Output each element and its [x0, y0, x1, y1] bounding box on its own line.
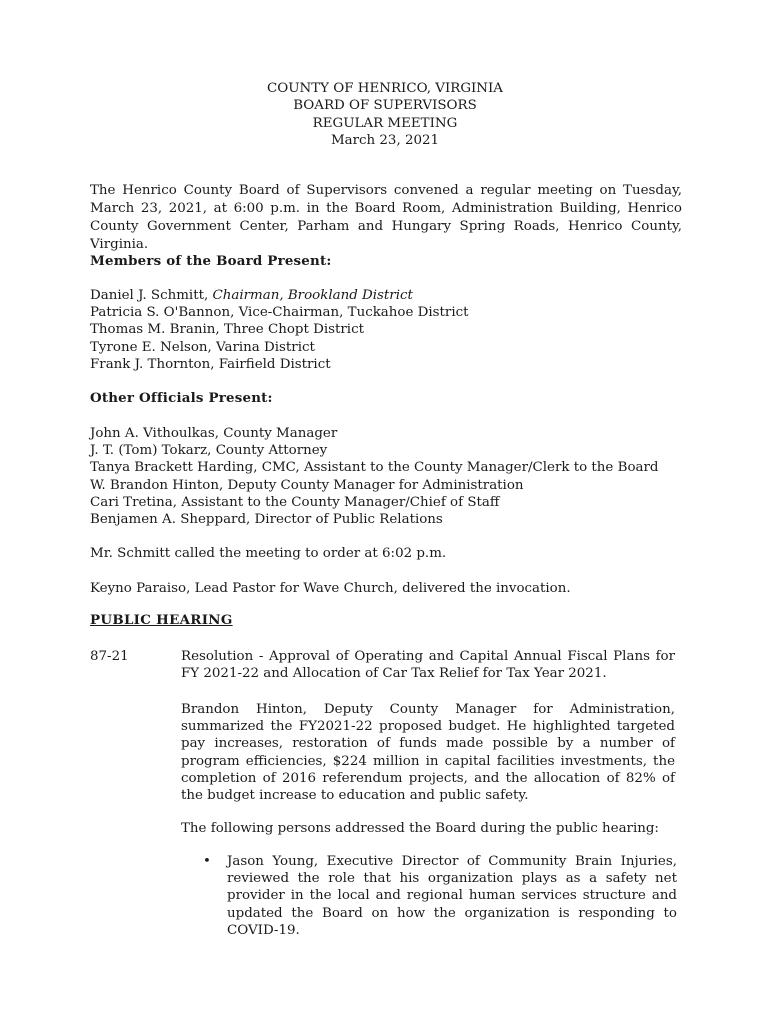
- invocation: Keyno Paraiso, Lead Pastor for Wave Church, delivered the invocation.: [90, 581, 571, 596]
- officials-list: [90, 425, 690, 528]
- member-item: Frank J. Thornton, Fairfield District: [90, 356, 331, 372]
- official-item: Tanya Brackett Harding, CMC, Assistant to the County Manager/Clerk to the Board: [90, 460, 659, 476]
- official-item: John A. Vithoulkas, County Manager: [90, 426, 338, 441]
- speakers-intro: The following persons addressed the Board during the public hearing:: [181, 821, 659, 836]
- header-date: March 23, 2021: [330, 133, 440, 149]
- call-to-order: Mr. Schmitt called the meeting to order at 6:02 p.m.: [90, 546, 447, 561]
- officials-heading: Other Officials Present:: [90, 390, 273, 406]
- header-board: BOARD OF SUPERVISORS: [293, 98, 477, 114]
- member-role: Chairman, Brookland District: [212, 288, 413, 303]
- members-heading: Members of the Board Present:: [90, 253, 332, 269]
- members-list: [90, 287, 690, 373]
- member-item: Patricia S. O'Bannon, Vice-Chairman, Tuckahoe District: [90, 305, 469, 321]
- header-county: COUNTY OF HENRICO, VIRGINIA: [267, 81, 503, 96]
- member-item: [90, 287, 690, 304]
- official-item: Cari Tretina, Assistant to the County Manager/Chief of Staff: [90, 494, 500, 510]
- member-name: Daniel J. Schmitt,: [90, 288, 213, 303]
- member-item: Tyrone E. Nelson, Varina District: [90, 339, 315, 355]
- resolution-text: Resolution - Approval of Operating and Capital Annual Fiscal Plans for FY 2021-22 and Allocation of Car Tax Relief for Tax Year 2021.: [181, 649, 675, 682]
- public-hearing-title: PUBLIC HEARING: [90, 612, 233, 628]
- bullet-icon: •: [203, 854, 211, 869]
- speaker-text: Jason Young, Executive Director of Community Brain Injuries, reviewed the role that his organization plays as a safety net provider in the local and regional human services structure and updated the Board on how the organization is responding to COVID-19.: [227, 854, 677, 938]
- official-item: Benjamen A. Sheppard, Director of Public Relations: [90, 512, 443, 528]
- budget-summary: Brandon Hinton, Deputy County Manager for Administration, summarized the FY2021-22 proposed budget. He highlighted targeted pay increases, restoration of funds made possible by a number of program efficiencies, $224 million in capital facilities investments, the completion of 2016 referendum projects, and the allocation of 82% of the budget increase to education and public safety.: [181, 702, 675, 804]
- official-item: J. T. (Tom) Tokarz, County Attorney: [90, 443, 328, 459]
- official-item: W. Brandon Hinton, Deputy County Manager for Administration: [90, 477, 524, 493]
- member-item: Thomas M. Branin, Three Chopt District: [90, 322, 364, 338]
- header-meeting-type: REGULAR MEETING: [312, 115, 458, 131]
- document-header: [0, 80, 770, 150]
- agenda-item-number: 87-21: [90, 649, 129, 664]
- intro-paragraph: The Henrico County Board of Supervisors convened a regular meeting on Tuesday, March 23, 2021, at 6:00 p.m. in the Board Room, Administration Building, Henrico County Government Center, Parham and Hungary Spring Roads, Henrico County, Virginia.: [90, 183, 682, 252]
